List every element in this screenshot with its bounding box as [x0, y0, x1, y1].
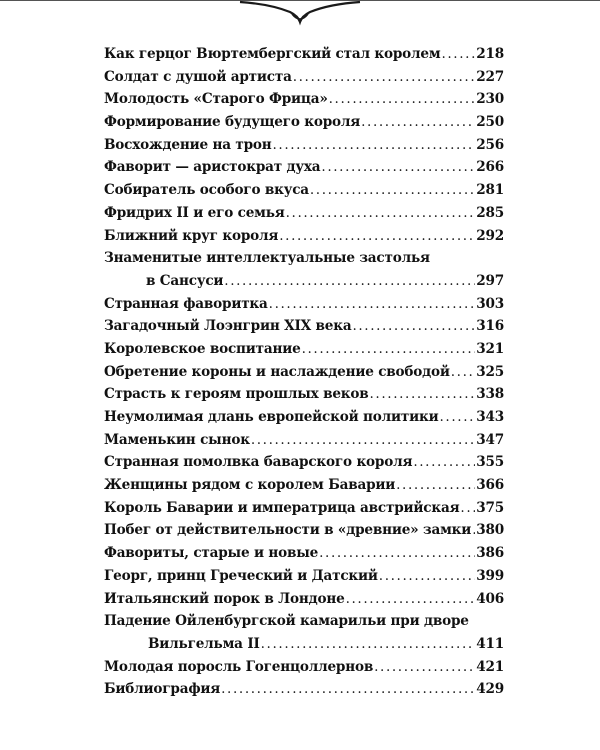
toc-entry: [104, 225, 504, 248]
dot-leader: [224, 270, 475, 293]
dot-leader: [293, 66, 476, 89]
toc-entry-title: Библиография: [104, 681, 221, 698]
dot-leader: [273, 134, 476, 157]
toc-entry: [104, 588, 504, 611]
toc-entry: [104, 43, 504, 66]
toc-entry-title: Ближний круг короля: [104, 227, 279, 244]
dot-leader: [361, 111, 475, 134]
toc-entry: [104, 474, 504, 497]
toc-entry: [104, 383, 504, 406]
toc-entry: [104, 315, 504, 338]
dot-leader: [321, 156, 475, 179]
toc-entry: [104, 406, 504, 429]
toc-entry-page: 292: [476, 227, 504, 244]
toc-entry: [104, 656, 504, 679]
toc-entry: [104, 134, 504, 157]
toc-entry-title: Король Баварии и императрица австрийская: [104, 499, 460, 516]
table-of-contents: [104, 43, 504, 701]
toc-entry-title: Итальянский порок в Лондоне: [104, 590, 345, 607]
dot-leader: [261, 633, 476, 656]
toc-entry-title: Страсть к героям прошлых веков: [104, 386, 369, 403]
toc-entry-wrapped-line1: [104, 610, 504, 633]
toc-entry-page: 266: [476, 159, 504, 176]
toc-entry-page: 297: [476, 272, 504, 289]
toc-entry-title: Вильгельма II: [148, 635, 260, 652]
toc-entry-title: Неумолимая длань европейской политики: [104, 409, 439, 425]
toc-entry-title: Восхождение на трон: [104, 136, 272, 153]
toc-entry: [104, 88, 504, 111]
toc-entry-title: Странная помолвка баварского короля: [104, 454, 413, 471]
toc-entry: [104, 497, 504, 520]
toc-entry-title: в Сансуси: [146, 272, 224, 289]
dot-leader: [279, 225, 475, 248]
dot-leader: [460, 497, 475, 520]
dot-leader: [472, 519, 475, 542]
dot-leader: [251, 429, 475, 452]
dot-leader: [374, 656, 475, 679]
toc-entry-page: 325: [476, 363, 504, 380]
toc-entry-page: 411: [476, 635, 504, 652]
toc-entry-page: 316: [476, 318, 504, 335]
toc-entry-page: 380: [476, 522, 504, 539]
toc-entry: [104, 542, 504, 565]
dot-leader: [221, 678, 475, 701]
dot-leader: [286, 202, 476, 225]
toc-entry: [104, 361, 504, 384]
toc-entry-page: 429: [476, 681, 504, 698]
toc-entry-title: Фаворит — аристократ духа: [104, 159, 321, 176]
toc-entry-page: 399: [476, 567, 504, 584]
toc-entry-title: Георг, принц Греческий и Датский: [104, 567, 378, 584]
toc-entry-title: Маменькин сынок: [104, 431, 250, 448]
toc-entry-title: Странная фаворитка: [104, 295, 268, 312]
toc-entry-page: 250: [476, 114, 504, 131]
toc-entry-page: 338: [476, 386, 504, 403]
toc-entry-title: Солдат с душой артиста: [104, 68, 292, 85]
toc-entry-wrapped-line1: [104, 247, 504, 270]
toc-entry: [104, 633, 504, 656]
toc-entry-title: Знаменитые интеллектуальные застолья: [104, 250, 430, 267]
toc-entry: [104, 429, 504, 452]
toc-entry-page: 230: [476, 91, 504, 108]
toc-entry-page: 303: [476, 295, 504, 312]
toc-entry-page: 375: [476, 499, 504, 516]
toc-entry: [104, 156, 504, 179]
toc-entry-title: Побег от действительности в «древние» замки: [104, 522, 472, 539]
toc-entry-page: 421: [476, 658, 504, 675]
toc-entry-title: Фавориты, старые и новые: [104, 545, 319, 562]
toc-entry-page: 386: [476, 545, 504, 562]
toc-entry: [104, 678, 504, 701]
toc-entry-page: 281: [476, 182, 504, 199]
decorative-ornament: [0, 0, 600, 40]
dot-leader: [440, 406, 476, 429]
dot-leader: [269, 293, 476, 316]
toc-entry-title: Молодая поросль Гогенцоллернов: [104, 658, 374, 675]
toc-entry-title: Формирование будущего короля: [104, 114, 361, 131]
toc-entry: [104, 179, 504, 202]
toc-entry-page: 285: [476, 204, 504, 221]
toc-entry-page: 347: [476, 431, 504, 448]
toc-entry: [104, 293, 504, 316]
dot-leader: [352, 315, 475, 338]
toc-entry-page: 366: [476, 477, 504, 494]
toc-entry: [104, 111, 504, 134]
toc-entry-title: Как герцог Вюртембергский стал королем: [104, 46, 441, 62]
dot-leader: [441, 43, 475, 66]
dot-leader: [451, 361, 475, 384]
toc-entry-title: Фридрих II и его семья: [104, 204, 285, 221]
toc-entry-page: 321: [476, 340, 504, 357]
toc-entry-title: Обретение короны и наслаждение свободой: [104, 363, 450, 380]
toc-entry: [104, 519, 504, 542]
toc-entry: [104, 338, 504, 361]
dot-leader: [370, 383, 476, 406]
toc-entry-title: Падение Ойленбургской камарильи при дворе: [104, 613, 469, 630]
toc-entry: [104, 66, 504, 89]
toc-entry-page: 355: [476, 454, 504, 471]
dot-leader: [346, 588, 476, 611]
toc-entry: [104, 451, 504, 474]
toc-entry: [104, 270, 504, 293]
toc-entry: [104, 202, 504, 225]
dot-leader: [310, 179, 475, 202]
toc-entry-title: Загадочный Лоэнгрин XIX века: [104, 318, 352, 335]
toc-entry-title: Собиратель особого вкуса: [104, 182, 309, 199]
toc-entry-title: Женщины рядом с королем Баварии: [104, 477, 396, 494]
toc-entry-page: 256: [476, 136, 504, 153]
dot-leader: [379, 565, 475, 588]
dot-leader: [396, 474, 475, 497]
toc-entry: [104, 565, 504, 588]
dot-leader: [319, 542, 475, 565]
toc-entry-page: 406: [476, 590, 504, 607]
toc-entry-title: Королевское воспитание: [104, 340, 301, 357]
toc-entry-page: 218: [476, 46, 504, 62]
dot-leader: [413, 451, 475, 474]
dot-leader: [302, 338, 476, 361]
toc-entry-page: 227: [476, 68, 504, 85]
toc-entry-title: Молодость «Старого Фрица»: [104, 91, 328, 108]
toc-entry-page: 343: [476, 409, 504, 425]
dot-leader: [329, 88, 476, 111]
